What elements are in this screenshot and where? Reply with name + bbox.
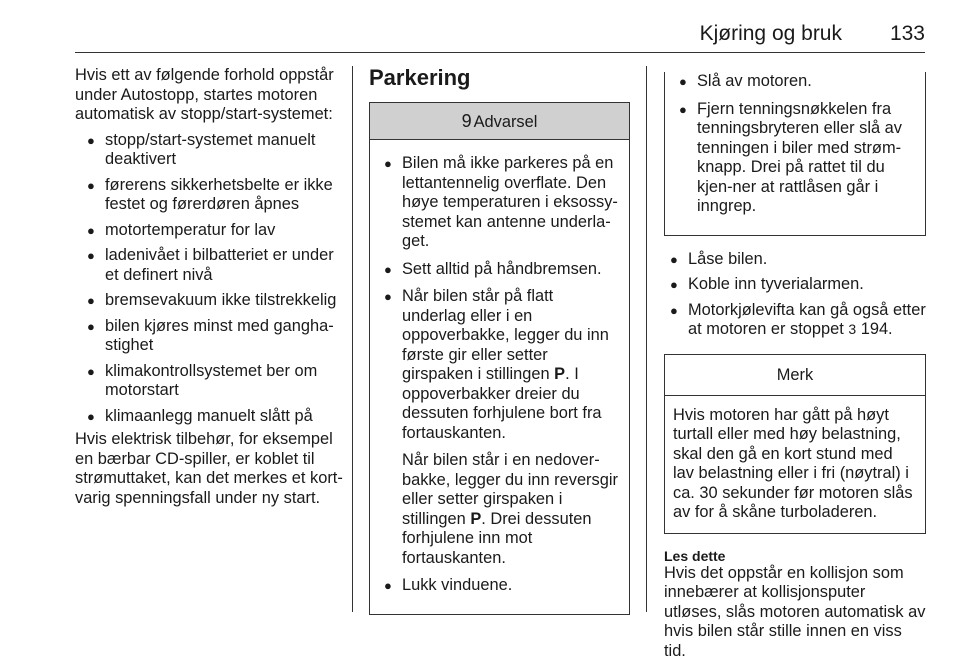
outro-paragraph: Hvis elektrisk tilbehør, for eksempel en bærbar CD-spiller, er koblet til strømuttaket, kan det merkes et kort-varig spenningsfall under ny start. bbox=[75, 430, 347, 508]
list-item: ● Fjern tenningsnøkkelen fra tenningsbryteren eller slå av tenningen i biler med strøm-knapp. Drei på rattet til du kjen-ner at rattlåsen går i inngrep. bbox=[673, 100, 917, 217]
running-title: Kjøring og bruk bbox=[700, 22, 842, 46]
column-divider bbox=[352, 66, 353, 612]
list-item: ● Låse bilen. bbox=[664, 250, 926, 270]
list-item: ● ladenivået i bilbatteriet er under et definert nivå bbox=[75, 246, 347, 285]
page-reference-icon: 3 bbox=[848, 321, 856, 337]
warning-icon: 9 bbox=[462, 111, 472, 131]
list-item: ● Lukk vinduene. bbox=[378, 576, 621, 596]
list-item: ● klimaanlegg manuelt slått på bbox=[75, 407, 347, 427]
list-item: ● motortemperatur for lav bbox=[75, 221, 347, 241]
parking-steps-list bbox=[664, 250, 926, 340]
warning-list bbox=[378, 154, 621, 443]
column-parking-continued bbox=[664, 66, 926, 661]
page-reference[interactable]: 194. bbox=[856, 320, 892, 338]
note-text: Hvis motoren har gått på høyt turtall eller med høy belastning, skal den gå en kort stund med lav belastning eller i fri (nøytral) i ca. 30 sekunder før motoren slås av for å skåne turboladeren. bbox=[665, 396, 925, 533]
list-item: ● bremsevakuum ikke tilstrekkelig bbox=[75, 291, 347, 311]
intro-paragraph: Hvis ett av følgende forhold oppstår under Autostopp, startes motoren automatisk av stopp/start-systemet: bbox=[75, 66, 347, 125]
list-item: ● bilen kjøres minst med gangha-stighet bbox=[75, 317, 347, 356]
list-item: ● Koble inn tyverialarmen. bbox=[664, 275, 926, 295]
warning-header bbox=[370, 103, 629, 140]
section-title: Parkering bbox=[369, 66, 630, 90]
warning-list-continued bbox=[378, 576, 621, 596]
header-rule bbox=[75, 52, 925, 53]
restart-conditions-list bbox=[75, 131, 347, 427]
page-number: 133 bbox=[890, 22, 925, 46]
warning-box bbox=[369, 102, 630, 615]
warning-body-continued bbox=[665, 72, 925, 235]
gear-letter: P bbox=[470, 510, 481, 528]
list-item: ● stopp/start-systemet manuelt deaktivert bbox=[75, 131, 347, 170]
column-autostop bbox=[75, 66, 347, 508]
note-title: Merk bbox=[665, 355, 925, 396]
list-item: ● Når bilen står på flatt underlag eller i en oppoverbakke, legger du inn første gir eller setter girspaken i stillingen P. I oppoverbakker dreier du dessuten forhjulene bort fra fortauskanten. bbox=[378, 287, 621, 443]
downhill-paragraph: Når bilen står i en nedover-bakke, legger du inn reversgir eller setter girspaken i stillingen P. Drei dessuten forhjulene inn mot fortauskanten. bbox=[378, 451, 621, 568]
note-box bbox=[664, 354, 926, 534]
collision-paragraph: Hvis det oppstår en kollisjon som innebærer at kollisjonsputer utløses, slås motoren automatisk av hvis bilen står stille innen en viss tid. bbox=[664, 564, 926, 661]
page-header bbox=[0, 22, 960, 56]
column-divider bbox=[646, 66, 647, 612]
list-item: ● førerens sikkerhetsbelte er ikke festet og førerdøren åpnes bbox=[75, 176, 347, 215]
list-item: ● Slå av motoren. bbox=[673, 72, 917, 92]
list-item: ● Bilen må ikke parkeres på en lettantennelig overflate. Den høye temperaturen i eksossy-stemet kan antenne underla-get. bbox=[378, 154, 621, 252]
warning-list bbox=[673, 72, 917, 217]
list-item: ● Motorkjølevifta kan gå også etter at motoren er stoppet 3 194. bbox=[664, 301, 926, 340]
warning-title: Advarsel bbox=[474, 113, 538, 131]
warning-box-continued bbox=[664, 72, 926, 236]
list-item: ● Sett alltid på håndbremsen. bbox=[378, 260, 621, 280]
column-parking bbox=[369, 66, 630, 615]
warning-body bbox=[370, 140, 629, 614]
list-item: ● klimakontrollsystemet ber om motorstart bbox=[75, 362, 347, 401]
subheading: Les dette bbox=[664, 548, 926, 564]
gear-letter: P bbox=[554, 365, 565, 383]
